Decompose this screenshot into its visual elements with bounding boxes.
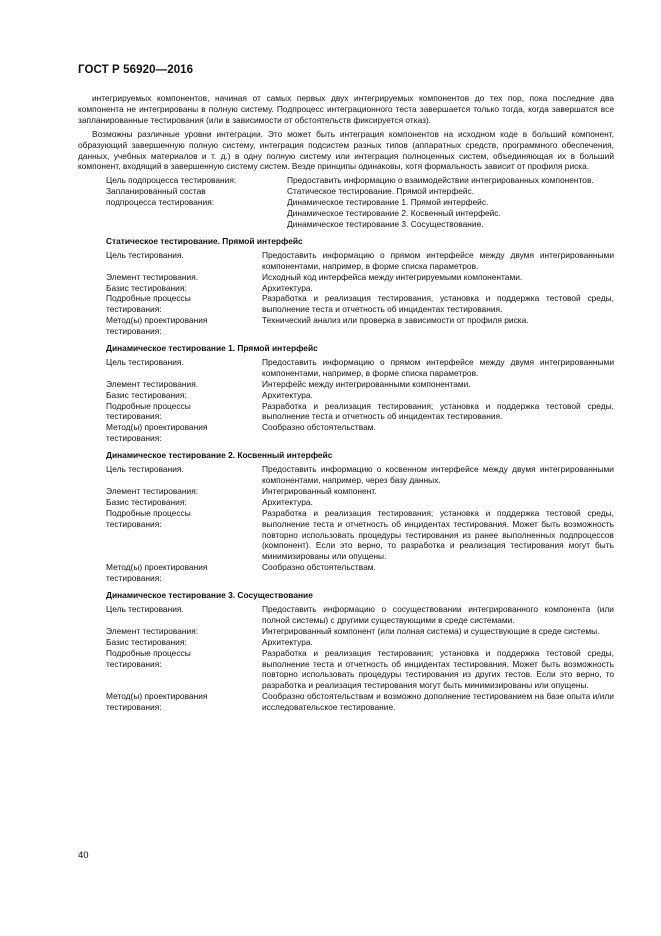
section-table — [106, 357, 614, 444]
row-value: Технический анализ или проверка в зависимости от профиля риска. — [262, 315, 529, 326]
table-row — [106, 497, 614, 508]
table-row — [106, 508, 614, 563]
section-title: Статическое тестирование. Прямой интерфейс — [106, 235, 303, 246]
table-row — [106, 293, 614, 315]
table-row — [106, 250, 614, 272]
row-value: Разработка и реализация тестирования; установка и поддержка тестовой среды, выполнение теста и отчетность об инцидентах тестирования. Может быть возможность повторно использовать процедуры тестирования из других тестов. Если это верно, то разработка и реализация тестирования могут быть минимизированы или опущены. — [262, 647, 614, 691]
row-key: Метод(ы) проектирования тестирования: — [106, 691, 208, 713]
row-value: Предоставить информацию о сосуществовании интегрированного компонента (или полной системы) с другими существующими в среде системами. — [262, 603, 614, 625]
table-row — [106, 637, 614, 648]
table-row — [106, 691, 614, 713]
row-key: Подробные процессы тестирования: — [106, 647, 191, 669]
section-table — [106, 250, 614, 337]
row-key: Элемент тестирования: — [106, 625, 199, 636]
row-key: Запланированный состав подпроцесса тестирования: — [106, 186, 215, 208]
table-row — [106, 175, 614, 186]
row-key: Цель тестирования. — [106, 464, 184, 475]
row-value: Предоставить информацию о взаимодействии интегрированных компонентов. — [287, 175, 594, 186]
table-row — [106, 464, 614, 486]
table-row — [106, 486, 614, 497]
subprocess-summary-table — [106, 175, 614, 230]
row-value: Интерфейс между интегрированными компонентами. — [262, 378, 471, 389]
row-key: Элемент тестирования. — [106, 271, 199, 282]
row-key: Цель тестирования. — [106, 603, 184, 614]
section-table — [106, 604, 614, 713]
row-value: Архитектура. — [262, 496, 313, 507]
table-row — [106, 562, 614, 584]
row-key: Метод(ы) проектирования тестирования: — [106, 562, 208, 584]
row-value: Сообразно обстоятельствам и возможно дополнение тестированием на базе опыта и/или исследовательское тестирование. — [262, 691, 614, 713]
row-key: Метод(ы) проектирования тестирования: — [106, 422, 208, 444]
table-row — [106, 186, 614, 230]
page-content — [78, 93, 614, 713]
row-key: Базис тестирования: — [106, 636, 187, 647]
row-key: Базис тестирования: — [106, 496, 187, 507]
table-row — [106, 315, 614, 337]
row-key: Цель тестирования. — [106, 249, 184, 260]
row-value: Интегрированный компонент (или полная система) и существующие в среде системы. — [262, 625, 600, 636]
page-number: 40 — [78, 850, 89, 861]
paragraph: Возможны различные уровни интеграции. Это может быть интеграция компонентов на исходном коде в больший компонент, образующий завершенную полную систему, интеграция подсистем разных типов (аппаратных средств, программного обеспечения, данных, учебных материалов и т. д.) в одну полную систему или интеграция полноценных систем, объединяющая их в больший компонент, входящий в завершенную систему систем. Везде принципы одинаковы, хотя формальность зависит от профиля риска. — [78, 128, 614, 172]
table-row — [106, 648, 614, 692]
row-value: Предоставить информацию о прямом интерфейсе между двумя интегрированными компонентами, например, в форме списка параметров. — [262, 249, 614, 271]
row-key: Цель тестирования. — [106, 356, 184, 367]
row-value: Разработка и реализация тестирования; установка и поддержка тестовой среды, выполнение теста и отчетность об инцидентах тестирования. Может быть возможность повторно использовать процедуры тестирования из ранее выполненных подпроцессов (компонент). Если это верно, то разработка и реализация тестирования могут быть минимизированы или опущены. — [262, 507, 614, 562]
row-value: Исходный код интерфейса между интегрируемыми компонентами. — [262, 271, 523, 282]
row-value: Сообразно обстоятельствам. — [262, 422, 376, 433]
row-key: Элемент тестирования: — [106, 485, 199, 496]
row-key: Базис тестирования: — [106, 389, 187, 400]
section-title: Динамическое тестирование 3. Сосуществование — [106, 590, 313, 601]
table-row — [106, 379, 614, 390]
document-code-header: ГОСТ Р 56920—2016 — [78, 64, 194, 76]
section-table — [106, 464, 614, 584]
table-row — [106, 626, 614, 637]
row-value: Сообразно обстоятельствам. — [262, 562, 376, 573]
table-row — [106, 390, 614, 401]
row-key: Подробные процессы тестирования: — [106, 507, 191, 529]
row-key: Подробные процессы тестирования: — [106, 400, 191, 422]
row-key: Элемент тестирования. — [106, 378, 199, 389]
row-key: Базис тестирования: — [106, 282, 187, 293]
table-row — [106, 283, 614, 294]
table-row — [106, 604, 614, 626]
table-row — [106, 357, 614, 379]
row-key: Метод(ы) проектирования тестирования: — [106, 315, 208, 337]
row-key: Цель подпроцесса тестирования: — [106, 175, 237, 186]
row-value: Архитектура. — [262, 636, 313, 647]
row-value: Архитектура. — [262, 282, 313, 293]
row-value: Интегрированный компонент. — [262, 485, 377, 496]
row-value: Архитектура. — [262, 389, 313, 400]
section-title: Динамическое тестирование 1. Прямой интерфейс — [106, 343, 318, 354]
table-row — [106, 272, 614, 283]
section-title: Динамическое тестирование 2. Косвенный интерфейс — [106, 450, 333, 461]
paragraph: интегрируемых компонентов, начиная от самых первых двух интегрируемых компонентов до тех пор, пока последние два компонента не интегрированы в полную систему. Подпроцесс интеграционного теста завершается только тогда, когда завершатся все запланированные тестирования (или в зависимости от обстоятельств фиксируется отказ). — [78, 93, 614, 125]
row-key: Подробные процессы тестирования: — [106, 293, 191, 315]
table-row — [106, 422, 614, 444]
row-value: Предоставить информацию о прямом интерфейсе между двумя интегрированными компонентами, например, в форме списка параметров. — [262, 356, 614, 378]
table-row — [106, 401, 614, 423]
row-value: Статическое тестирование. Прямой интерфейс. Динамическое тестирование 1. Прямой интерфейс. Динамическое тестирование 2. Косвенный интерфейс. Динамическое тестирование 3. Сосуществование. — [287, 186, 501, 229]
row-value: Разработка и реализация тестирования; установка и поддержка тестовой среды, выполнение теста и отчетность об инцидентах тестирования. — [262, 400, 614, 422]
row-value: Разработка и реализация тестирования, установка и поддержка тестовой среды, выполнение теста и отчетность об инцидентах тестирования. — [262, 293, 614, 315]
row-value: Предоставить информацию о косвенном интерфейсе между двумя интегрированными компонентами, например, через базу данных. — [262, 464, 614, 485]
